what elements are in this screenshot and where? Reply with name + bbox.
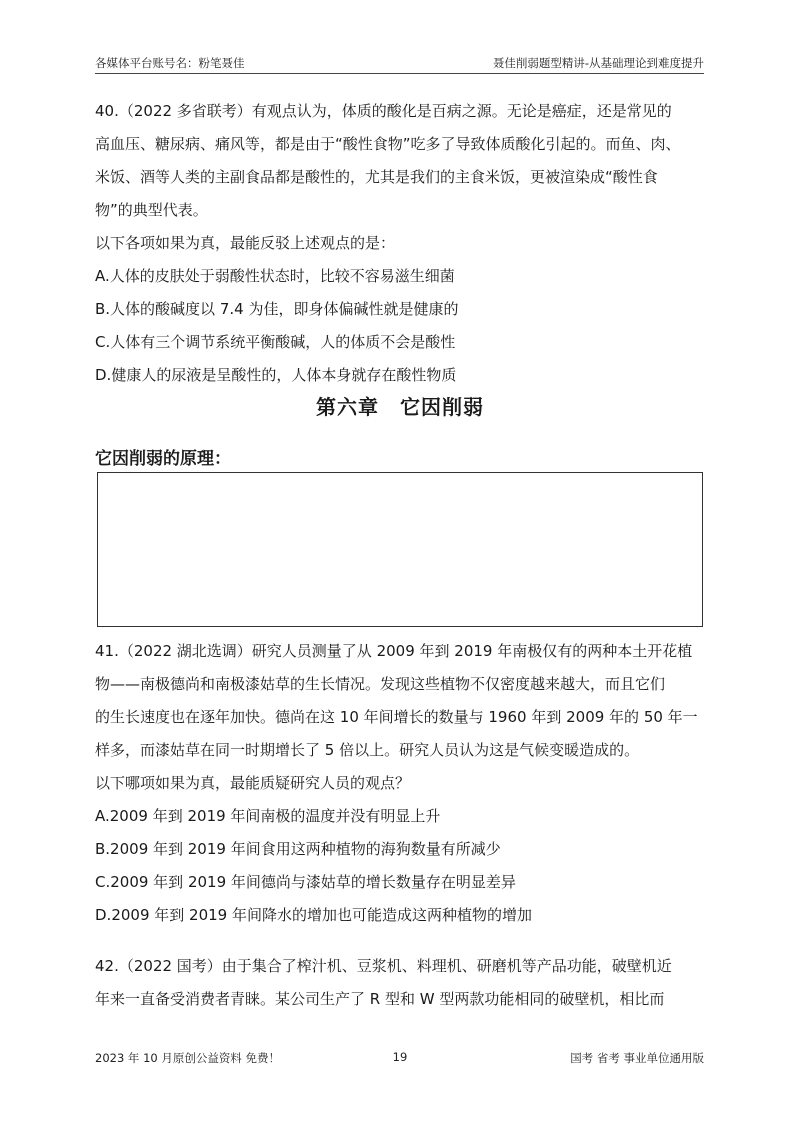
footer-right: 国考 省考 事业单位通用版 — [570, 1051, 704, 1065]
footer-left: 2023 年 10 月原创公益资料 免费！ — [95, 1051, 281, 1065]
q40-option-d: D.健康人的尿液是呈酸性的，人体本身就存在酸性物质 — [95, 366, 457, 384]
page-number: 19 — [392, 1050, 408, 1064]
q40-option-c: C.人体有三个调节系统平衡酸碱，人的体质不会是酸性 — [95, 333, 456, 351]
q41-option-a: A.2009 年到 2019 年间南极的温度并没有明显上升 — [95, 807, 441, 825]
q40-stem-line: 40.（2022 多省联考）有观点认为，体质的酸化是百病之源。无论是癌症，还是常见的 — [95, 102, 672, 120]
q40-stem-line: 米饭、酒等人类的主副食品都是酸性的，尤其是我们的主食米饭，更被渲染成“酸性食 — [95, 168, 658, 186]
q41-option-c: C.2009 年到 2019 年间德尚与漆姑草的增长数量存在明显差异 — [95, 873, 516, 891]
q41-stem-line: 41.（2022 湖北选调）研究人员测量了从 2009 年到 2019 年南极仅有的两种本土开花植 — [95, 642, 693, 660]
q41-question: 以下哪项如果为真，最能质疑研究人员的观点？ — [95, 774, 411, 792]
chapter-title: 第六章 它因削弱 — [316, 395, 484, 419]
question-42 — [95, 950, 707, 1016]
principle-label: 它因削弱的原理： — [95, 449, 231, 469]
header-left: 各媒体平台账号名：粉笔聂佳 — [95, 56, 245, 70]
q41-stem-line: 的生长速度也在逐年加快。德尚在这 10 年间增长的数量与 1960 年到 2009 年的 50 年一 — [95, 708, 698, 726]
header-right: 聂佳削弱题型精讲-从基础理论到难度提升 — [492, 56, 704, 70]
q41-option-b: B.2009 年到 2019 年间食用这两种植物的海狗数量有所减少 — [95, 840, 501, 858]
q40-option-a: A.人体的皮肤处于弱酸性状态时，比较不容易滋生细菌 — [95, 267, 455, 285]
q40-option-b: B.人体的酸碱度以 7.4 为佳，即身体偏碱性就是健康的 — [95, 300, 459, 318]
q41-stem-line: 样多，而漆姑草在同一时期增长了 5 倍以上。研究人员认为这是气候变暖造成的。 — [95, 741, 640, 759]
question-40 — [95, 95, 707, 392]
q41-option-d: D.2009 年到 2019 年间降水的增加也可能造成这两种植物的增加 — [95, 906, 532, 924]
q41-stem-line: 物——南极德尚和南极漆姑草的生长情况。发现这些植物不仅密度越来越大，而且它们 — [95, 675, 666, 693]
q42-stem-line: 42.（2022 国考）由于集合了榨汁机、豆浆机、料理机、研磨机等产品功能，破壁机近 — [95, 957, 672, 975]
notes-box — [97, 472, 703, 627]
header-divider — [95, 73, 704, 74]
q40-question: 以下各项如果为真，最能反驳上述观点的是： — [95, 234, 396, 252]
question-41 — [95, 635, 707, 932]
q42-stem-line: 年来一直备受消费者青睐。某公司生产了 R 型和 W 型两款功能相同的破壁机，相比而 — [95, 990, 665, 1008]
q40-stem-line: 高血压、糖尿病、痛风等，都是由于“酸性食物”吃多了导致体质酸化引起的。而鱼、肉、 — [95, 135, 681, 153]
q40-stem-line: 物”的典型代表。 — [95, 201, 208, 219]
